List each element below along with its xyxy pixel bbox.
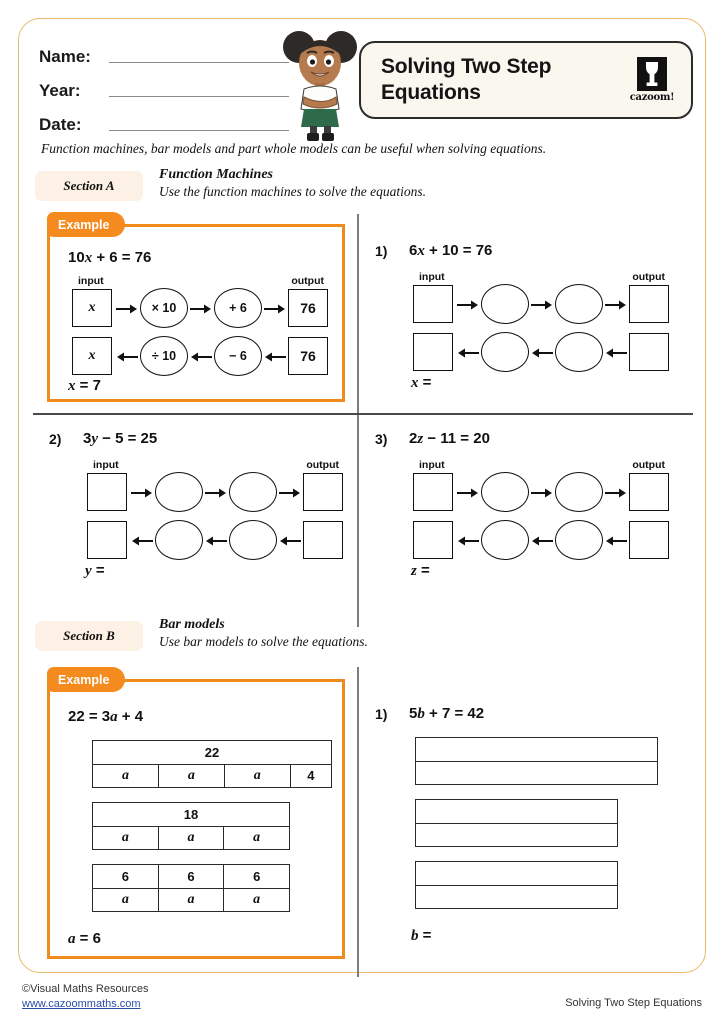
arrow-left-icon [205, 534, 227, 546]
name-write-line[interactable] [109, 62, 289, 63]
answer-input-box-top[interactable] [413, 285, 453, 323]
answer-bar-model-1[interactable] [415, 737, 658, 785]
year-field-row[interactable] [39, 67, 289, 101]
example-operation-circle-top-2: + 6 [214, 288, 262, 328]
section-a-badge: Section A [35, 171, 143, 201]
section-a-subtitle: Use the function machines to solve the equations. [159, 184, 426, 199]
arrow-left-icon [531, 534, 553, 546]
answer-bar-model-3[interactable] [415, 861, 618, 909]
arrow-right-icon [531, 486, 553, 498]
section-a-example-box [47, 217, 345, 402]
answer-output-box-bottom[interactable] [629, 333, 669, 371]
bar-cell: a [158, 765, 224, 788]
arrow-right-icon [205, 486, 227, 498]
question-number: 2) [49, 431, 62, 447]
question-number: 1) [375, 706, 388, 722]
date-field-row[interactable] [39, 101, 289, 135]
bar-row-parts [93, 888, 289, 912]
bar-row-parts[interactable] [416, 885, 617, 909]
bar-row-total [93, 803, 289, 826]
arrow-left-icon [457, 534, 479, 546]
arrow-right-icon [605, 298, 627, 310]
output-label: output [632, 459, 665, 471]
bar-cell[interactable] [416, 800, 617, 823]
date-label: Date: [39, 115, 82, 134]
arrow-right-icon [279, 486, 301, 498]
arrow-left-icon [457, 346, 479, 358]
footer-left [22, 982, 149, 1012]
arrow-right-icon [605, 486, 627, 498]
bar-cell[interactable] [416, 824, 617, 847]
answer-input-box-bottom[interactable] [87, 521, 127, 559]
section-b-example-box [47, 672, 345, 959]
example-input-box-top: x [72, 289, 112, 327]
input-label: input [419, 459, 445, 471]
answer-operation-circle-bottom-1[interactable] [481, 520, 529, 560]
bar-cell: 6 [158, 865, 224, 888]
answer-operation-circle-bottom-2[interactable] [229, 520, 277, 560]
bar-cell: a [223, 827, 289, 850]
section-b-subtitle: Use bar models to solve the equations. [159, 634, 368, 649]
section-a-example-function-machine [64, 275, 332, 387]
output-label: output [306, 459, 339, 471]
date-write-line[interactable] [109, 130, 289, 131]
name-label: Name: [39, 47, 91, 66]
example-bar-model-1 [92, 740, 332, 788]
worksheet-footer [18, 982, 706, 1022]
student-info-block [39, 33, 289, 135]
bar-row-total [93, 741, 331, 764]
example-operation-circle-bottom-2: − 6 [214, 336, 262, 376]
section-a-example-answer: x = 7 [68, 377, 101, 394]
arrow-left-icon [279, 534, 301, 546]
section-b-header [19, 619, 705, 663]
question-equation: 5b + 7 = 42 [409, 705, 485, 722]
bar-cell: a [121, 829, 129, 845]
example-output-box-bottom: 76 [288, 337, 328, 375]
answer-operation-circle-top-2[interactable] [555, 472, 603, 512]
bar-cell: a [158, 827, 224, 850]
arrow-right-icon [457, 486, 479, 498]
cazoom-logo [627, 57, 677, 103]
answer-operation-circle-top-1[interactable] [481, 284, 529, 324]
bar-row-total[interactable] [416, 800, 617, 823]
answer-output-box-bottom[interactable] [629, 521, 669, 559]
question-number: 1) [375, 243, 388, 259]
arrow-left-icon [531, 346, 553, 358]
section-a-example-equation: 10x + 6 = 76 [68, 249, 152, 266]
footer-worksheet-title: Solving Two Step Equations [565, 997, 702, 1009]
bar-cell: a [224, 765, 290, 788]
question-equation: 6x + 10 = 76 [409, 242, 493, 259]
section-b-title: Bar models [159, 617, 225, 632]
arrow-left-icon [190, 350, 212, 362]
question-equation: 3y − 5 = 25 [83, 430, 158, 447]
bar-cell: 6 [121, 868, 129, 884]
arrow-right-icon [531, 298, 553, 310]
input-label: input [93, 459, 119, 471]
example-bar-model-2 [92, 802, 290, 850]
answer-input-box-bottom[interactable] [413, 521, 453, 559]
arrow-left-icon [131, 534, 153, 546]
arrow-right-icon [131, 486, 153, 498]
section-b-badge: Section B [35, 621, 143, 651]
bar-cell: 4 [290, 765, 331, 788]
question-answer-line[interactable]: x = [411, 374, 432, 391]
section-a-horizontal-divider [33, 413, 693, 415]
name-field-row[interactable] [39, 33, 289, 67]
answer-input-box-top[interactable] [413, 473, 453, 511]
bar-row-total[interactable] [416, 862, 617, 885]
bar-cell: a [158, 889, 224, 912]
bar-cell[interactable] [416, 762, 657, 785]
bar-row-parts [93, 764, 331, 788]
cazoommaths-link[interactable]: www.cazoommaths.com [22, 998, 141, 1010]
arrow-left-icon [264, 350, 286, 362]
year-write-line[interactable] [109, 96, 289, 97]
year-label: Year: [39, 81, 81, 100]
example-output-box-top: 76 [288, 289, 328, 327]
answer-input-box-bottom[interactable] [413, 333, 453, 371]
output-label: output [632, 271, 665, 283]
question-number: 3) [375, 431, 388, 447]
bar-cell: a [223, 889, 289, 912]
answer-operation-circle-bottom-1[interactable] [155, 520, 203, 560]
answer-output-box-top[interactable] [629, 473, 669, 511]
bar-row-total [93, 865, 289, 888]
worksheet-title-box [359, 41, 693, 119]
question-function-machine[interactable] [79, 459, 347, 571]
arrow-left-icon [605, 346, 627, 358]
answer-operation-circle-bottom-2[interactable] [555, 520, 603, 560]
bar-row-total[interactable] [416, 738, 657, 761]
question-answer-line[interactable]: b = [411, 927, 432, 944]
input-label: input [419, 271, 445, 283]
student-mascot-illustration [277, 25, 363, 143]
arrow-right-icon [457, 298, 479, 310]
arrow-right-icon [190, 302, 212, 314]
bar-row-parts[interactable] [416, 823, 617, 847]
arrow-right-icon [264, 302, 286, 314]
bar-cell: 18 [183, 806, 199, 822]
example-input-box-bottom: x [72, 337, 112, 375]
section-a-title: Function Machines [159, 167, 273, 182]
bar-cell: a [121, 767, 129, 783]
answer-operation-circle-top-2[interactable] [229, 472, 277, 512]
example-operation-circle-top-1: × 10 [140, 288, 188, 328]
answer-input-box-top[interactable] [87, 473, 127, 511]
input-label: input [78, 275, 104, 287]
bar-cell: a [121, 891, 129, 907]
section-b-vertical-divider [357, 667, 359, 977]
bar-cell: 22 [204, 744, 220, 760]
page-title: Solving Two Step Equations [381, 55, 552, 104]
question-equation: 2z − 11 = 20 [409, 430, 490, 447]
answer-operation-circle-top-1[interactable] [481, 472, 529, 512]
section-a-vertical-divider [357, 214, 359, 627]
cazoom-goblet-icon [637, 57, 667, 91]
arrow-right-icon [116, 302, 138, 314]
bar-cell[interactable] [416, 738, 657, 761]
arrow-left-icon [605, 534, 627, 546]
worksheet-page [18, 18, 706, 973]
answer-bar-model-2[interactable] [415, 799, 618, 847]
section-b-example-equation: 22 = 3a + 4 [68, 708, 144, 725]
question-function-machine[interactable] [405, 459, 673, 571]
example-operation-circle-bottom-1: ÷ 10 [140, 336, 188, 376]
output-label: output [291, 275, 324, 287]
example-bar-model-3 [92, 864, 290, 912]
copyright-text: ©Visual Maths Resources [22, 983, 149, 995]
cazoom-wordmark: cazoom! [629, 92, 675, 103]
bar-cell[interactable] [416, 886, 617, 909]
answer-output-box-bottom[interactable] [303, 521, 343, 559]
question-answer-line[interactable]: y = [85, 562, 105, 579]
section-a-example-tab: Example [47, 212, 125, 237]
bar-cell[interactable] [416, 862, 617, 885]
answer-operation-circle-bottom-1[interactable] [481, 332, 529, 372]
answer-output-box-top[interactable] [303, 473, 343, 511]
answer-operation-circle-top-2[interactable] [555, 284, 603, 324]
section-a-header [19, 169, 705, 213]
bar-row-parts [93, 826, 289, 850]
answer-output-box-top[interactable] [629, 285, 669, 323]
question-answer-line[interactable]: z = [411, 562, 430, 579]
bar-cell: 6 [223, 865, 289, 888]
worksheet-header [19, 19, 705, 134]
intro-text: Function machines, bar models and part whole models can be useful when solving equations. [41, 141, 547, 156]
section-b-example-answer: a = 6 [68, 930, 101, 947]
section-b-example-tab: Example [47, 667, 125, 692]
answer-operation-circle-bottom-2[interactable] [555, 332, 603, 372]
question-function-machine[interactable] [405, 271, 673, 383]
arrow-left-icon [116, 350, 138, 362]
bar-row-parts[interactable] [416, 761, 657, 785]
answer-operation-circle-top-1[interactable] [155, 472, 203, 512]
